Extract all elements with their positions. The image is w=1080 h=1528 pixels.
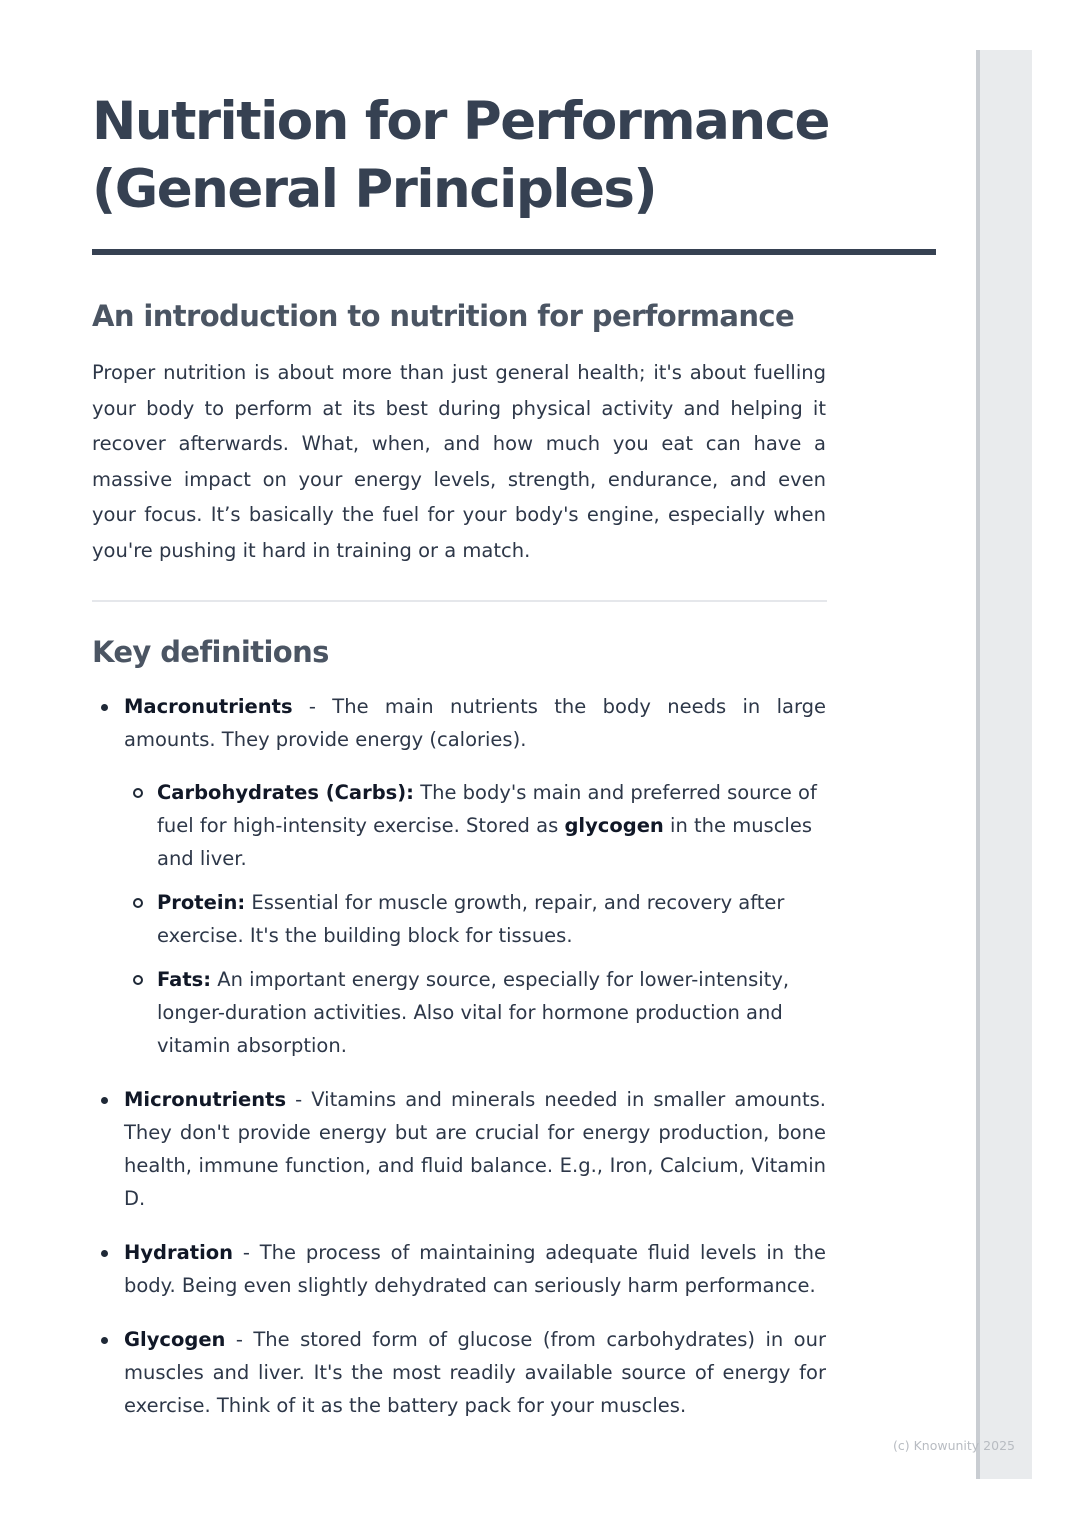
definition-text: - The main nutrients the body needs in large amounts. They provide energy (calories). [124, 695, 826, 751]
subitem-text: Essential for muscle growth, repair, and recovery after exercise. It's the building block for tissues. [157, 891, 785, 947]
definitions-list [92, 690, 826, 1443]
definition-term: Hydration [124, 1241, 234, 1264]
subitem-term: Fats: [157, 968, 212, 991]
section-divider [92, 600, 827, 602]
definition-term: Glycogen [124, 1328, 226, 1351]
definitions-heading: Key definitions [92, 635, 329, 669]
subitem-term: Carbohydrates (Carbs): [157, 781, 414, 804]
definition-item-glycogen [92, 1323, 826, 1422]
subitem-carbohydrates [124, 776, 817, 875]
subitem-protein [124, 886, 817, 952]
intro-heading: An introduction to nutrition for performance [92, 299, 795, 333]
definition-item-micronutrients [92, 1083, 826, 1215]
intro-paragraph: Proper nutrition is about more than just general health; it's about fuelling your body to perform at its best during physical activity and helping it recover afterwards. What, when, and how much you eat can have a massive impact on your energy levels, strength, endurance, and even your focus. It’s basically the fuel for your body's engine, especially when you're pushing it hard in training or a match. [92, 361, 826, 562]
subitem-fats [124, 963, 817, 1062]
definition-item-macronutrients [92, 690, 826, 1062]
definition-term: Macronutrients [124, 695, 293, 718]
subitem-text: in the muscles and liver. [157, 814, 813, 870]
macronutrients-sublist [124, 776, 826, 1062]
page-title: Nutrition for Performance (General Principles) [92, 91, 830, 220]
subitem-text: The body's main and preferred source of fuel for high-intensity exercise. Stored as [157, 781, 817, 837]
definition-text: - The stored form of glucose (from carbohydrates) in our muscles and liver. It's the most readily available source of energy for exercise. Think of it as the battery pack for your muscles. [124, 1328, 826, 1417]
definition-term: Micronutrients [124, 1088, 287, 1111]
title-divider [92, 249, 936, 255]
definition-text: - Vitamins and minerals needed in smaller amounts. They don't provide energy but are crucial for energy production, bone health, immune function, and fluid balance. E.g., Iron, Calcium, Vitamin D. [124, 1088, 826, 1210]
definition-item-hydration [92, 1236, 826, 1302]
subitem-bold-keyword: glycogen [564, 814, 664, 837]
subitem-text: An important energy source, especially for lower-intensity, longer-duration activities. Also vital for hormone production and vitamin absorption. [157, 968, 790, 1057]
subitem-term: Protein: [157, 891, 246, 914]
copyright-watermark: (c) Knowunity 2025 [893, 1438, 1015, 1453]
definition-text: - The process of maintaining adequate fluid levels in the body. Being even slightly dehydrated can seriously harm performance. [124, 1241, 826, 1297]
page-side-panel [976, 50, 1032, 1479]
